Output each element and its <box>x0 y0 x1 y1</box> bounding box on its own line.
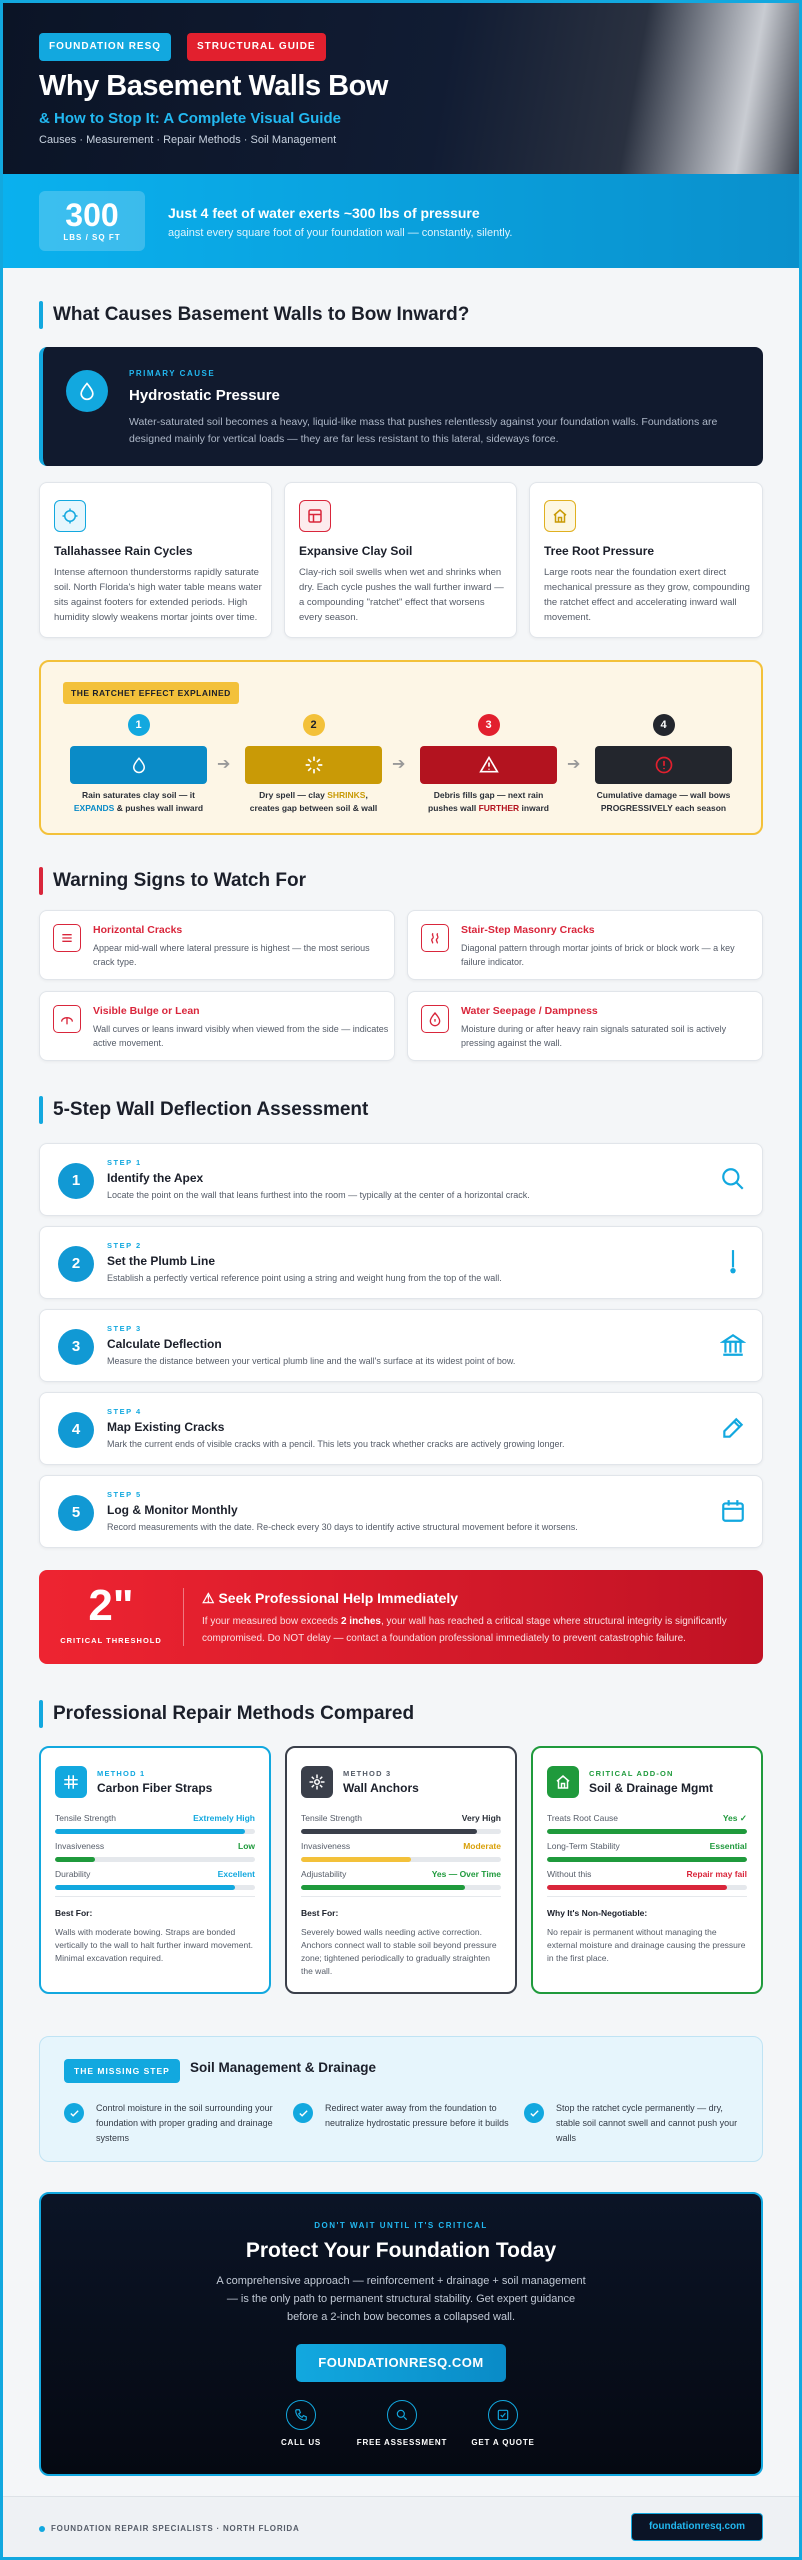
step-kicker: STEP 4 <box>107 1407 142 1416</box>
phone-icon <box>286 2400 316 2430</box>
horizontal-crack-icon <box>53 924 81 952</box>
carbon-fiber-icon <box>55 1766 87 1798</box>
topic-list: Causes · Measurement · Repair Methods · Soil Management <box>39 134 337 146</box>
water-drop-icon <box>66 370 108 412</box>
warning-title: Horizontal Cracks <box>93 924 183 936</box>
best-for-text: No repair is permanent without managing the external moisture and drainage causing the pressure in the first place. <box>547 1927 746 1963</box>
warning-text: Appear mid-wall where lateral pressure is highest — the most serious crack type. <box>93 943 370 967</box>
best-for-title: Best For: <box>301 1908 339 1918</box>
footer-tagline: FOUNDATION REPAIR SPECIALISTS · NORTH FLORIDA <box>51 2524 300 2533</box>
ratchet-effect-panel <box>39 660 763 835</box>
brand-tag: FOUNDATION RESQ <box>39 33 171 61</box>
warning-text: Moisture during or after heavy rain signals saturated soil is actively pressing against the wall. <box>461 1024 727 1048</box>
checklist-icon <box>488 2400 518 2430</box>
primary-cause-card <box>39 347 763 466</box>
missing-step-label: THE MISSING STEP <box>64 2059 180 2083</box>
step-title: Log & Monitor Monthly <box>107 1503 238 1517</box>
metric-row: Treats Root Cause Yes ✓ <box>547 1813 747 1823</box>
threshold-value: 2" <box>88 1581 134 1630</box>
stair-crack-icon <box>421 924 449 952</box>
step-number: 2 <box>58 1246 94 1282</box>
step-number: 4 <box>58 1412 94 1448</box>
cta-title: Protect Your Foundation Today <box>245 2239 557 2262</box>
free-assessment-action[interactable]: FREE ASSESSMENT <box>352 2400 452 2447</box>
alert-text: If your measured bow exceeds 2 inches, your wall has reached a critical stage where structural integrity is significantly compromised. Do NOT delay — contact a foundation professional immediately to prevent catastrophic failure. <box>202 1616 727 1644</box>
website-button[interactable]: FOUNDATIONRESQ.COM <box>296 2344 506 2382</box>
critical-threshold-alert <box>39 1570 763 1664</box>
warning-title: Water Seepage / Dampness <box>461 1005 598 1017</box>
step-kicker: STEP 3 <box>107 1324 142 1333</box>
tree-icon <box>544 500 576 532</box>
cause-text: Clay-rich soil swells when wet and shrinks when dry. Each cycle pushes the wall further inward — a compounding "ratchet" effect that worsens every season. <box>299 567 504 623</box>
divider <box>183 1588 184 1646</box>
method-kicker: CRITICAL ADD-ON <box>589 1769 674 1778</box>
stat-box <box>39 191 145 251</box>
check-icon <box>64 2103 84 2123</box>
call-to-action-panel <box>39 2192 763 2476</box>
magnifier-icon <box>720 1166 746 1192</box>
pencil-icon <box>720 1415 746 1441</box>
get-quote-action[interactable]: GET A QUOTE <box>453 2400 553 2447</box>
metric-row: Tensile Strength Extremely High <box>55 1813 255 1823</box>
warning-text: Diagonal pattern through mortar joints of brick or block work — a key failure indicator. <box>461 943 735 967</box>
step-number: 5 <box>58 1495 94 1531</box>
cta-text: A comprehensive approach — reinforcement + drainage + soil management — is the only path to permanent structural stability. Get expert guidance before a 2-inch bow becomes a collapsed wall. <box>216 2275 586 2323</box>
step-title: Calculate Deflection <box>107 1337 222 1351</box>
repair-method-card <box>39 1746 271 1994</box>
search-icon <box>387 2400 417 2430</box>
home-drainage-icon <box>547 1766 579 1798</box>
best-for-text: Walls with moderate bowing. Straps are bonded vertically to the wall to halt further inward movement. Minimal excavation required. <box>55 1927 253 1963</box>
metric-row: Invasiveness Moderate <box>301 1841 501 1851</box>
metric-row: Durability Excellent <box>55 1869 255 1879</box>
stat-text: against every square foot of your foundation wall — constantly, silently. <box>168 227 513 239</box>
step-title: Map Existing Cracks <box>107 1420 225 1434</box>
cause-card <box>529 482 763 638</box>
alert-title: ⚠ Seek Professional Help Immediately <box>202 1590 459 1606</box>
water-drop-icon <box>421 1005 449 1033</box>
assessment-step <box>39 1392 763 1465</box>
stat-unit: LBS / SQ FT <box>63 233 121 242</box>
step-kicker: STEP 5 <box>107 1490 142 1499</box>
step-number: 3 <box>58 1329 94 1365</box>
metric-row: Without this Repair may fail <box>547 1869 747 1879</box>
causes-heading: What Causes Basement Walls to Bow Inward? <box>39 301 469 329</box>
method-title: Soil & Drainage Mgmt <box>589 1781 714 1795</box>
step-caption: Rain saturates clay soil — it EXPANDS & pushes wall inward <box>73 790 204 813</box>
divider <box>547 1896 747 1897</box>
ratchet-step <box>70 714 207 815</box>
step-text: Mark the current ends of visible cracks with a pencil. This lets you track whether cracks are actively growing longer. <box>107 1439 565 1449</box>
calendar-icon <box>720 1498 746 1524</box>
pressure-stat-banner <box>0 174 802 268</box>
step-number: 1 <box>58 1163 94 1199</box>
anchor-icon <box>301 1766 333 1798</box>
step-caption: Cumulative damage — wall bows PROGRESSIVELY each season <box>596 790 731 813</box>
warning-card <box>39 991 395 1061</box>
check-icon <box>524 2103 544 2123</box>
ratchet-step <box>595 714 732 815</box>
ratchet-step <box>420 714 557 815</box>
call-us-action[interactable]: CALL US <box>251 2400 351 2447</box>
primary-cause-text: Water-saturated soil becomes a heavy, liquid-like mass that pushes relentlessly against your foundation walls. Foundations are designed mainly for vertical loads — they are far less resistant to this lateral, sideways force. <box>129 416 718 445</box>
hero-header <box>0 0 802 174</box>
metric-row: Invasiveness Low <box>55 1841 255 1851</box>
method-kicker: METHOD 3 <box>343 1769 392 1778</box>
step-text: Locate the point on the wall that leans furthest into the room — typically at the center of a horizontal crack. <box>107 1190 530 1200</box>
arrow-right-icon: ➔ <box>392 756 406 773</box>
step-caption: Debris fills gap — next rain pushes wall FURTHER inward <box>428 790 549 813</box>
cause-title: Expansive Clay Soil <box>299 544 413 558</box>
missing-step-title: Soil Management & Drainage <box>190 2060 377 2075</box>
step-number: 4 <box>653 714 675 736</box>
ratchet-label: THE RATCHET EFFECT EXPLAINED <box>63 682 239 704</box>
cause-card <box>39 482 272 638</box>
assessment-step <box>39 1143 763 1216</box>
cta-kicker: DON'T WAIT UNTIL IT'S CRITICAL <box>314 2221 488 2230</box>
stat-number: 300 <box>65 197 119 233</box>
divider <box>55 1896 255 1897</box>
footer-website-link[interactable]: foundationresq.com <box>631 2513 763 2541</box>
warning-triangle-icon <box>420 746 557 784</box>
cause-title: Tallahassee Rain Cycles <box>54 544 193 558</box>
warning-heading: Warning Signs to Watch For <box>39 867 306 895</box>
warning-title: Stair-Step Masonry Cracks <box>461 924 595 936</box>
rain-icon <box>54 500 86 532</box>
plumb-line-icon <box>720 1249 746 1275</box>
cause-title: Tree Root Pressure <box>544 544 655 558</box>
repair-method-card <box>531 1746 763 1994</box>
footer <box>0 2496 802 2560</box>
page-subtitle: & How to Stop It: A Complete Visual Guide <box>39 110 341 127</box>
ratchet-step <box>245 714 382 815</box>
warning-card <box>407 991 763 1061</box>
stat-headline: Just 4 feet of water exerts ~300 lbs of pressure <box>168 205 480 221</box>
warning-card <box>39 910 395 980</box>
best-for-title: Why It's Non-Negotiable: <box>547 1908 648 1918</box>
repair-method-card <box>285 1746 517 1994</box>
cause-text: Large roots near the foundation exert direct mechanical pressure as they grow, compounding the ratchet effect and accelerating inward wall movement. <box>544 567 750 623</box>
divider <box>301 1896 501 1897</box>
step-title: Identify the Apex <box>107 1171 204 1185</box>
metric-row: Long-Term Stability Essential <box>547 1841 747 1851</box>
best-for-title: Best For: <box>55 1908 93 1918</box>
warning-card <box>407 910 763 980</box>
bulge-icon <box>53 1005 81 1033</box>
water-drop-icon <box>70 746 207 784</box>
assessment-heading: 5-Step Wall Deflection Assessment <box>39 1096 368 1124</box>
step-caption: Dry spell — clay SHRINKS, creates gap between soil & wall <box>249 790 378 813</box>
page-title: Why Basement Walls Bow <box>39 70 388 102</box>
step-kicker: STEP 1 <box>107 1158 142 1167</box>
metric-row: Adjustability Yes — Over Time <box>301 1869 501 1879</box>
missing-step-panel: THE MISSING STEP Soil Management & Drainage Control moisture in the soil surrounding your foundation with proper grading and drainage systems Redirect water away from the foundation to neutralize hydrostatic pressure before it builds Stop the ratchet cycle permanently — dry, stable soil cannot swell and cannot push your walls <box>39 2036 763 2162</box>
method-title: Carbon Fiber Straps <box>97 1781 213 1795</box>
best-for-text: Severely bowed walls needing active correction. Anchors connect wall to stable soil beyond pressure zone; tightened periodically to gradually straighten the wall. <box>301 1927 497 1976</box>
cause-text: Intense afternoon thunderstorms rapidly saturate soil. North Florida's high water table means water sits against footers for extended periods. High humidity slowly weakens mortar joints over time. <box>54 567 262 623</box>
method-title: Wall Anchors <box>343 1781 419 1795</box>
warning-text: Wall curves or leans inward visibly when viewed from the side — indicates active movement. <box>93 1024 389 1048</box>
step-number: 2 <box>303 714 325 736</box>
alert-circle-icon <box>595 746 732 784</box>
assessment-step <box>39 1475 763 1548</box>
assessment-step <box>39 1309 763 1382</box>
metric-row: Tensile Strength Very High <box>301 1813 501 1823</box>
clay-soil-icon <box>299 500 331 532</box>
threshold-label: CRITICAL THRESHOLD <box>60 1636 162 1645</box>
repair-heading: Professional Repair Methods Compared <box>39 1700 414 1728</box>
primary-cause-kicker: PRIMARY CAUSE <box>129 369 216 378</box>
step-kicker: STEP 2 <box>107 1241 142 1250</box>
arrow-right-icon: ➔ <box>217 756 231 773</box>
step-title: Set the Plumb Line <box>107 1254 216 1268</box>
bullet-dot <box>39 2526 45 2532</box>
step-text: Establish a perfectly vertical reference point using a string and weight hung from the top of the wall. <box>107 1273 502 1283</box>
step-number: 1 <box>128 714 150 736</box>
sun-icon <box>245 746 382 784</box>
assessment-step <box>39 1226 763 1299</box>
method-kicker: METHOD 1 <box>97 1769 146 1778</box>
warning-title: Visible Bulge or Lean <box>93 1005 200 1017</box>
arrow-right-icon: ➔ <box>567 756 581 773</box>
check-icon <box>293 2103 313 2123</box>
step-text: Record measurements with the date. Re-check every 30 days to identify active structural movement before it worsens. <box>107 1522 578 1532</box>
step-number: 3 <box>478 714 500 736</box>
guide-tag: STRUCTURAL GUIDE <box>187 33 326 61</box>
primary-cause-title: Hydrostatic Pressure <box>129 387 280 404</box>
step-text: Measure the distance between your vertical plumb line and the wall's surface at its widest point of bow. <box>107 1356 516 1366</box>
building-icon <box>720 1332 746 1358</box>
cause-card <box>284 482 517 638</box>
